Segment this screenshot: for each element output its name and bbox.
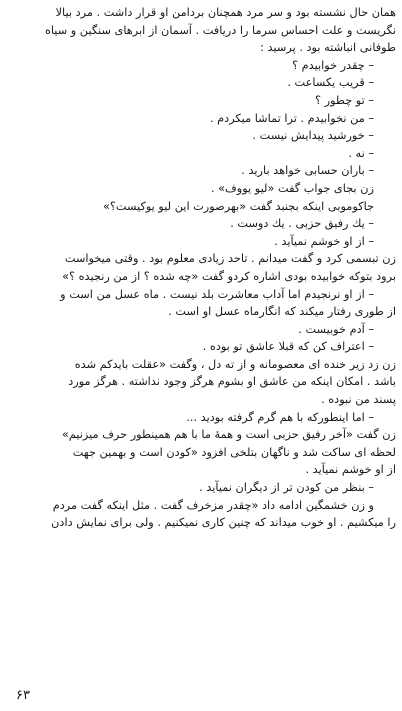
text-line: نگریست و علت احساس سرما را دریافت . آسمان از ابرهای سنگین و سیاه	[44, 23, 396, 37]
text-line: – اعتراف کن که قبلا عاشق تو بوده .	[202, 340, 374, 354]
text-line: زن بجای جواب گفت «لیو یووف» .	[210, 181, 374, 195]
text-line: – اما اینطورکه با هم گرم گرفته بودید ...	[186, 410, 374, 424]
text-line: زن تبسمی کرد و گفت میدانم . تاحد زیادی معلوم بود . وقتی میخواست	[64, 252, 396, 266]
text-line: زن گفت «آخر رفیق حزبی است و همهٔ ما با هم همینطور حرف میزنیم»	[61, 428, 396, 442]
text-line: همان حال نشسته بود و سر مرد همچنان بردامن او قرار داشت . مرد بیالا	[55, 6, 396, 19]
text-line: – آدم خوبیست .	[298, 322, 374, 336]
text-line: زن زد زیر خنده ای معصومانه و از ته دل ، وگفت «عقلت بایدکم شده	[74, 357, 396, 371]
book-page	[6, 0, 396, 711]
text-line: را میکشیم . او خوب میداند که چنین کاری نمیکنیم . ولی برای نمایش دادن	[51, 516, 396, 530]
text-line: – خورشید پیدایش نیست .	[252, 129, 374, 143]
text-line: لحظه ای ساکت شد و ناگهان بتلخی افزود «کودن است و بهمین جهت	[72, 445, 396, 459]
text-line: از طوری رفتار میکند که انگارماه عسل او است .	[168, 305, 396, 319]
text-line: – باران حسابی خواهد بارید .	[241, 164, 374, 178]
text-line: جاکوموبی اینکه بجنبد گفت «بهرصورت این لیو یوکیست؟»	[102, 199, 374, 213]
text-line: – تو چطور ؟	[315, 93, 374, 107]
text-line: برود بتوکه خوابیده بودی اشاره کردو گفت «چه شده ؟ از من رنجیده ؟»	[62, 269, 396, 283]
text-line: – نه .	[348, 146, 374, 160]
text-line: – من نخوابیدم . ترا تماشا میکردم .	[209, 111, 374, 125]
text-line: از او خوشم نمیآید .	[305, 463, 396, 477]
text-line: – قریب یکساعت .	[287, 76, 374, 90]
text-line: طوفانی انباشته بود . پرسید :	[260, 41, 396, 55]
text-line: – از او نرنجیدم اما آداب معاشرت بلد نیست . ماه عسل من است و	[60, 287, 374, 301]
text-line: – از او خوشم نمیآید .	[274, 234, 374, 248]
text-line: باشد . امکان اینکه من عاشق او بشوم هرگز وجود نداشته . هرگز مورد	[68, 375, 396, 389]
text-line: و زن خشمگین ادامه داد «چقدر مزخرف گفت . مثل اینکه گفت مردم	[52, 498, 374, 512]
page-number: ۶۳	[16, 688, 30, 703]
text-line: – چقدر خوابیدم ؟	[292, 58, 374, 72]
text-line: – بنظر من کودن تر از دیگران نمیآید .	[199, 481, 374, 495]
body-text	[6, 4, 396, 532]
text-line: – یك رفیق حزبی . یك دوست .	[230, 217, 374, 231]
text-line: پسند من نبوده .	[321, 393, 396, 407]
